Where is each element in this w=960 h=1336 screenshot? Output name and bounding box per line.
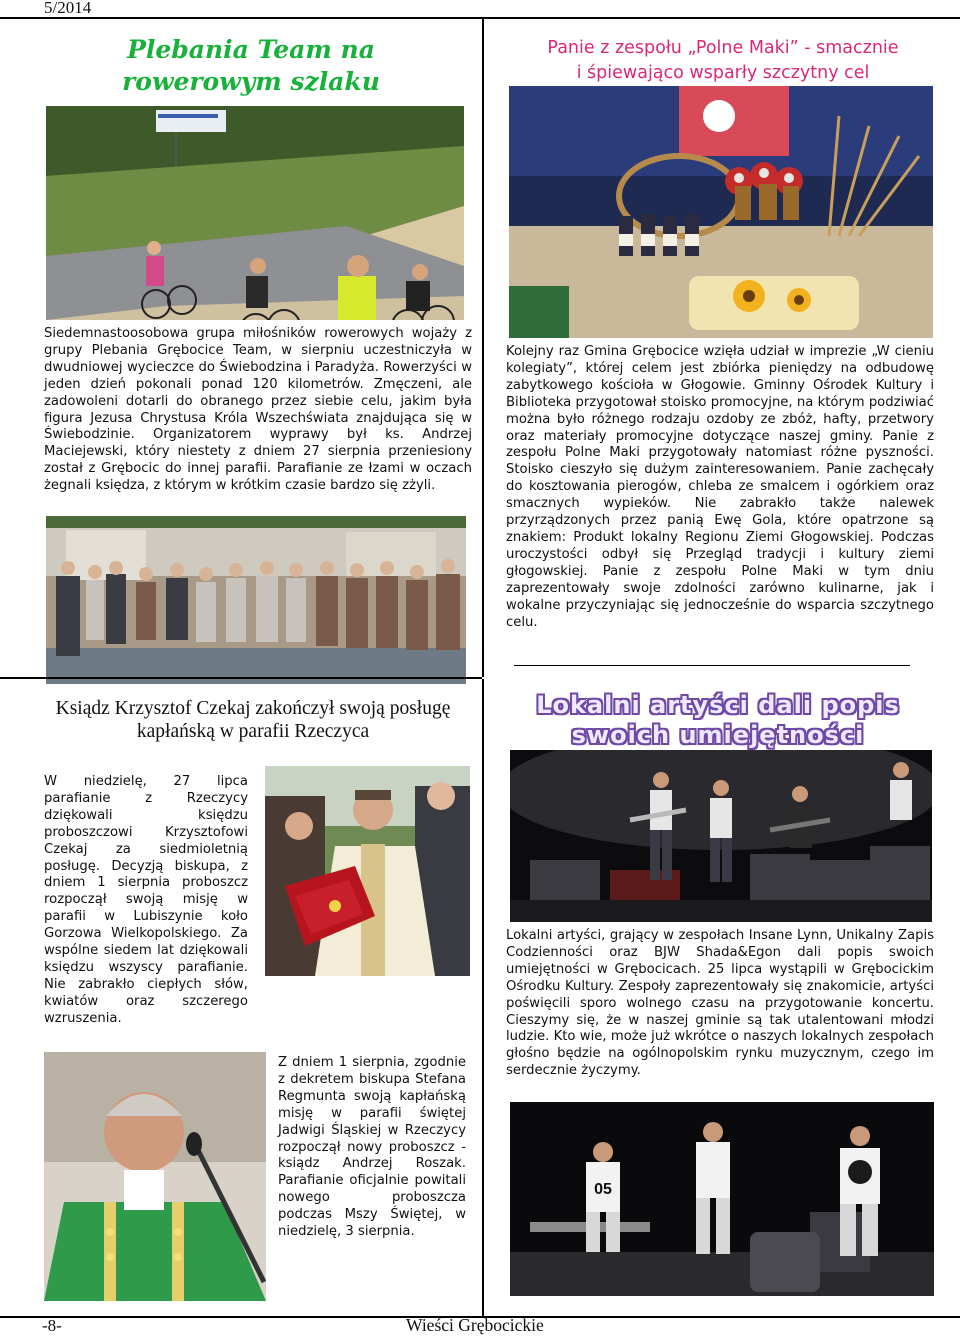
page-number: -8-: [42, 1316, 62, 1335]
header-rule: [0, 17, 960, 19]
bikes-article-body: Siedemnastoosobowa grupa miłośników rowerowych wojaży z grupy Plebania Grębocice Team, w sierpniu uczestniczyła w dwudniowej wycieczce do Świebodzina i Paradyża. Rowerzyści w jeden dzień pokonali ponad 120 kilometrów. Zmęczeni, ale zadowoleni dotarli do obranego przez siebie celu, jakim była figura Jezusa Chrystusa Króla Wszechświata znajdująca się w Świebodzinie. Organizatorem wyprawy był ks. Andrzej Maciejewski, który niestety z dniem 27 sierpnia przeniesiony został z Grębocic do innej parafii. Parafianie ze łzami w oczach żegnali księdza, z którym w krótkim czasie bardzo się zżyli.: [44, 326, 472, 494]
new-priest-photo: [44, 1052, 266, 1301]
artists-article-title: [506, 690, 930, 750]
poppies-title-line2: i śpiewająco wsparły szczytny cel: [576, 63, 870, 83]
publication-name: Wieści Grębocickie: [406, 1315, 544, 1335]
column-divider-bottom: [482, 679, 484, 1316]
poppies-article-title: [490, 36, 956, 86]
jersey-number: 05: [594, 1181, 612, 1198]
hiphop-performers-photo: [510, 1102, 934, 1296]
poppies-article-body: Kolejny raz Gmina Grębocice wzięła udział w imprezie „W cieniu kolegiaty”, której celem jest zbiórka pieniędzy na odbudowę zabytkowego kościoła w Głogowie. Gminny Ośrodek Kultury i Biblioteka przygotował stoisko promocyjne, na którym podziwiać można było różnego rodzaju ozdoby ze zbóż, hafty, przetwory oraz materiały promocyjne dotyczące naszej gminy. Panie z zespołu Polne Maki przygotowały natomiast różne pyszności. Stoisko cieszyło się dużym zainteresowaniem. Panie zachęcały do kosztowania pierogów, chleba ze smalcem i ogórkiem oraz smacznych wypieków. Nie zabrakło także nalewek przyrządzonych przez panią Ewę Gola, które opatrzone są znakiem: Produkt lokalny Regionu Ziemi Głogowskiej. Podczas uroczystości odbył się Przegląd tradycji i kultury ziemi głogowskiej. Panie z zespołu Polne Maki w tym dniu zaprezentowały swoje zdolności zarówno kulinarne, jak i wokalne przyczyniając się jednocześnie do wsparcia szczytnego celu.: [506, 344, 934, 630]
artists-article-body: Lokalni artyści, grający w zespołach Insane Lynn, Unikalny Zapis Codzienności oraz BJW Shada&Egon dali popis swoich umiejętności w Grębocicach. 25 lipca wystąpili w Grębocickim Ośrodku Kultury. Zespoły zaprezentowały się znakomicie, artyści poświęcili sporo wolnego czasu na przygotowanie koncertu. Cieszymy się, że w naszej gminie są tak utalentowani młodzi ludzie. Kto wie, może już wkrótce o naszych lokalnych zespołach głośno będzie na ogólnopolskim rynku muzycznym, czego im serdecznie życzymy.: [506, 928, 934, 1079]
priest-reading-photo: [265, 766, 470, 976]
mid-rule-left: [0, 677, 482, 679]
issue-number: 5/2014: [44, 0, 92, 17]
priest-article-body-2: Z dniem 1 sierpnia, zgodnie z dekretem biskupa Stefana Regmunta swoją kapłańską misję w parafii świętej Jadwigi Śląskiej w Rzeczycy rozpoczął nowy proboszcz - ksiądz Andrzej Roszak. Parafianie oficjalnie powitali nowego proboszcza podczas Mszy Świętej, w niedzielę, 3 sierpnia.: [278, 1055, 466, 1240]
band-on-stage-photo: [510, 750, 932, 922]
bikes-title-text: Plebania Team na rowerowym szlaku: [122, 35, 380, 96]
farewell-crowd-photo: [46, 516, 466, 684]
column-divider-top: [482, 19, 484, 677]
artists-title-line2: swoich umiejętności: [571, 721, 865, 749]
artists-title-line1: Lokalni artyści dali popis: [536, 691, 900, 719]
cyclists-photo: [46, 106, 464, 320]
poppies-title-line1: Panie z zespołu „Polne Maki” - smacznie: [547, 38, 899, 58]
bikes-article-title: [56, 34, 446, 98]
mid-rule-right: [514, 665, 910, 666]
priest-article-body-1: W niedzielę, 27 lipca parafianie z Rzeczycy dziękowali księdzu proboszczowi Krzysztofowi Czekaj za siedmioletnią posługę. Decyzją biskupa, z dniem 1 sierpnia proboszcz rozpoczął swoją misję w parafii w Lubiszynie koło Gorzowa Wielkopolskiego. Za wspólne siedem lat dziękowali księdzu wszyscy parafianie. Nie zabrakło ciepłych słów, kwiatów oraz szczerego wzruszenia.: [44, 774, 248, 1026]
priest-title-line2: kapłańską w parafii Rzeczyca: [136, 721, 370, 742]
harvest-stand-photo: [509, 86, 933, 338]
priest-article-title: [20, 697, 486, 743]
priest-title-line1: Ksiądz Krzysztof Czekaj zakończył swoją posługę: [55, 698, 451, 719]
